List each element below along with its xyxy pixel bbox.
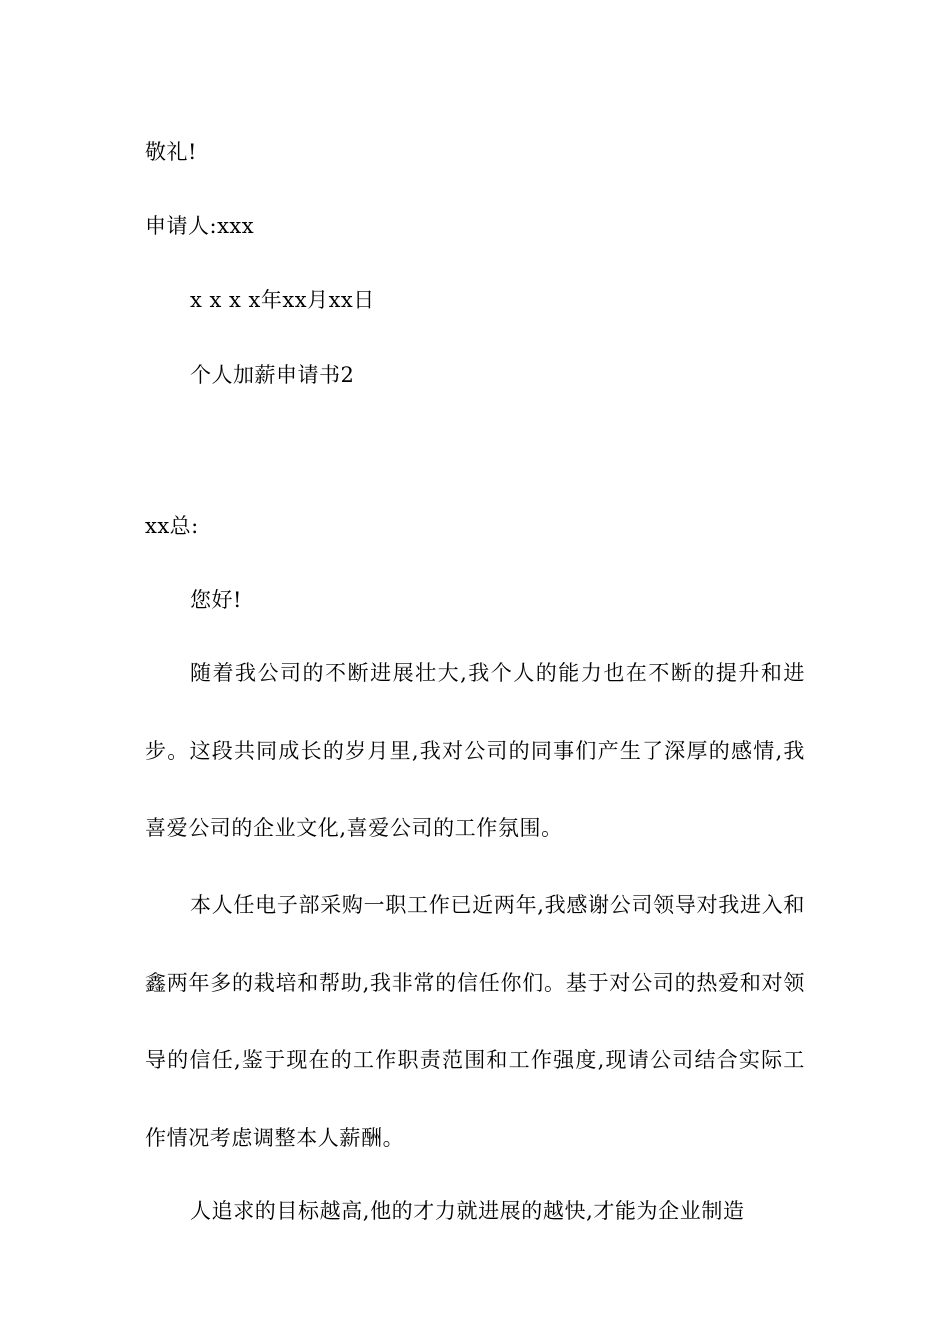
letter-title: 个人加薪申请书2 <box>190 363 355 387</box>
body-paragraph-3: 人追求的目标越高,他的才力就进展的越快,才能为企业制造 <box>190 1199 745 1223</box>
recipient-line: xx总: <box>145 514 199 538</box>
greeting-line: 您好! <box>190 588 242 612</box>
body-paragraph-1: 随着我公司的不断进展壮大,我个人的能力也在不断的提升和进步。这段共同成长的岁月里,我对公司的同事们产生了深厚的感情,我喜爱公司的企业文化,喜爱公司的工作氛围。 <box>145 661 805 840</box>
body-paragraph-2: 本人任电子部采购一职工作已近两年,我感谢公司领导对我进入和鑫两年多的栽培和帮助,我非常的信任你们。基于对公司的热爱和对领导的信任,鉴于现在的工作职责范围和工作强度,现请公司结合实际工作情况考虑调整本人薪酬。 <box>145 893 805 1150</box>
date-line: x x x x年xx月xx日 <box>190 288 375 312</box>
applicant-line: 申请人:xxx <box>145 214 255 238</box>
closing-salutation: 敬礼! <box>145 140 197 164</box>
